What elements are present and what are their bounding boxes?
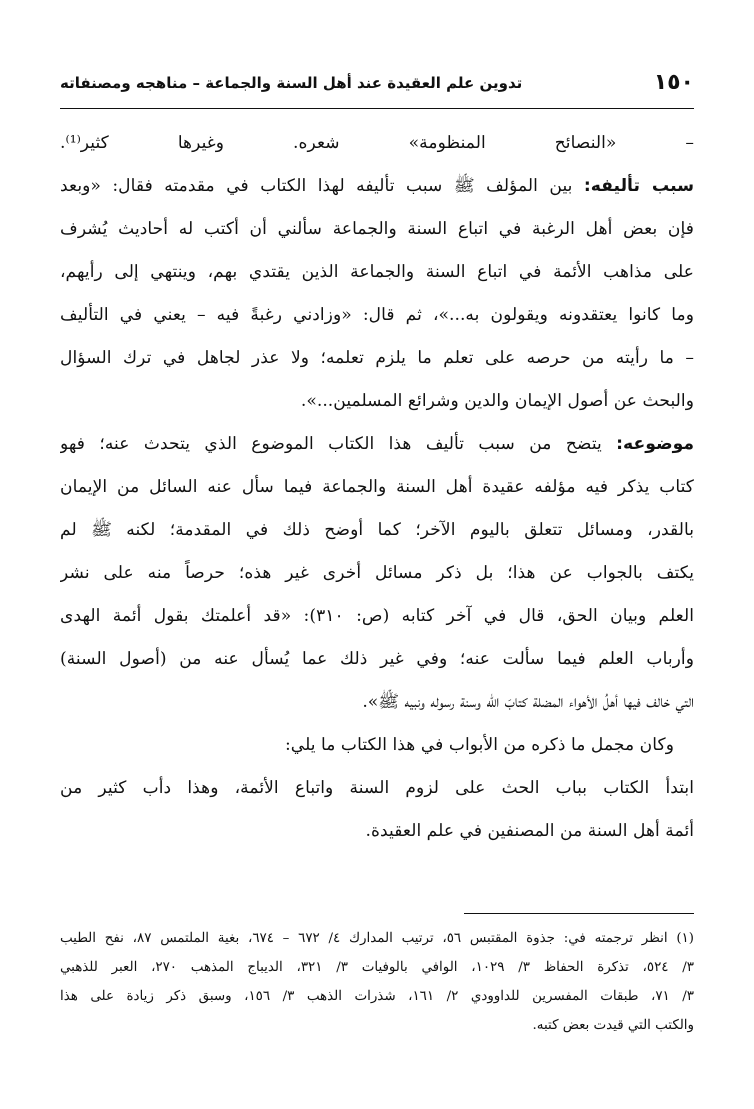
section-label: موضوعه: xyxy=(616,434,694,454)
footnote-line: ٣/ ٧١، طبقات المفسرين للداوودي ٢/ ١٦١، شذرات الذهب ٣/ ١٥٦، وسبق ذكر زيادة على هذا xyxy=(60,989,694,1004)
body-line: وأرباب العلم فيما سألت عنه؛ وفي غير ذلك عما يُسأل عنه من (أصول السنة) xyxy=(60,649,694,669)
page-number: ١٥٠ xyxy=(653,70,694,95)
body-line: وكان مجمل ما ذكره من الأبواب في هذا الكتاب ما يلي: xyxy=(284,735,674,755)
footnote-line: ٣/ ٥٢٤، تذكرة الحفاظ ٣/ ١٠٢٩، الوافي بالوفيات ٣/ ٣٢١، الديباج المذهب ٢٧٠، العبر للذهبي xyxy=(60,960,694,975)
body-line: ابتدأ الكتاب بباب الحث على لزوم السنة واتباع الأئمة، وهذا دأب كثير من xyxy=(60,778,694,798)
body-text xyxy=(60,122,694,853)
body-line: كتاب يذكر فيه مؤلفه عقيدة أهل السنة والجماعة فيما سأل عنه السائل من الإيمان xyxy=(60,477,694,497)
body-line: العلم وبيان الحق، قال في آخر كتابه (ص: ٣١٠): «قد أعلمتك بقول أئمة الهدى xyxy=(60,606,694,626)
body-line: والبحث عن أصول الإيمان والدين وشرائع المسلمين...». xyxy=(300,391,694,411)
footnotes xyxy=(60,924,694,1040)
body-line: سبب تأليفه: بين المؤلف ﷺ سبب تأليفه لهذا الكتاب في مقدمته فقال: «وبعد xyxy=(60,176,694,196)
body-line: أئمة أهل السنة من المصنفين في علم العقيدة. xyxy=(365,821,694,841)
body-line: موضوعه: يتضح من سبب تأليف هذا الكتاب الموضوع الذي يتحدث عنه؛ فهو xyxy=(60,434,694,454)
body-line: على مذاهب الأئمة في اتباع السنة والجماعة الذين يقتدي بهم، وينتهي إلى رأيهم، xyxy=(60,262,694,282)
footnote-line: (١) انظر ترجمته في: جذوة المقتبس ٥٦، ترتيب المدارك ٤/ ٦٧٢ – ٦٧٤، بغية الملتمس ٨٧، نفح الطيب xyxy=(60,931,694,946)
body-line: وما كانوا يعتقدونه ويقولون به...»، ثم قال: «وزادني رغبةً فيه – يعني في التأليف xyxy=(60,305,694,325)
running-title: تدوين علم العقيدة عند أهل السنة والجماعة – مناهجه ومصنفاته xyxy=(60,74,523,92)
footnote-line: والكتب التي قيدت بعض كتبه. xyxy=(532,1018,694,1033)
body-line: فإن بعض أهل الرغبة في اتباع السنة والجماعة سألني أن أكتب له أحاديث يُشرف xyxy=(60,219,694,239)
body-line: يكتف بالجواب عن هذا؛ بل ذكر مسائل أخرى غير هذه؛ حرصاً منه على نشر xyxy=(60,563,694,583)
body-line: بالقدر، ومسائل تتعلق باليوم الآخر؛ كما أوضح ذلك في المقدمة؛ لكنه ﷺ لم xyxy=(60,520,694,540)
section-label: سبب تأليفه: xyxy=(583,176,694,196)
footnote-separator xyxy=(464,913,694,914)
body-line: – «النصائح المنظومة» شعره. وغيرها كثير⁽¹⁾. xyxy=(60,133,694,153)
body-line: التي خالف فيها أهلُ الأهواء المضلة كتابَ الله وسنة رسوله ونبيه ﷺ». xyxy=(362,692,694,712)
running-header xyxy=(60,68,694,109)
body-line: – ما رأيته من حرصه على تعلم ما يلزم تعلمه؛ ولا عذر لجاهل في ترك السؤال xyxy=(60,348,694,368)
